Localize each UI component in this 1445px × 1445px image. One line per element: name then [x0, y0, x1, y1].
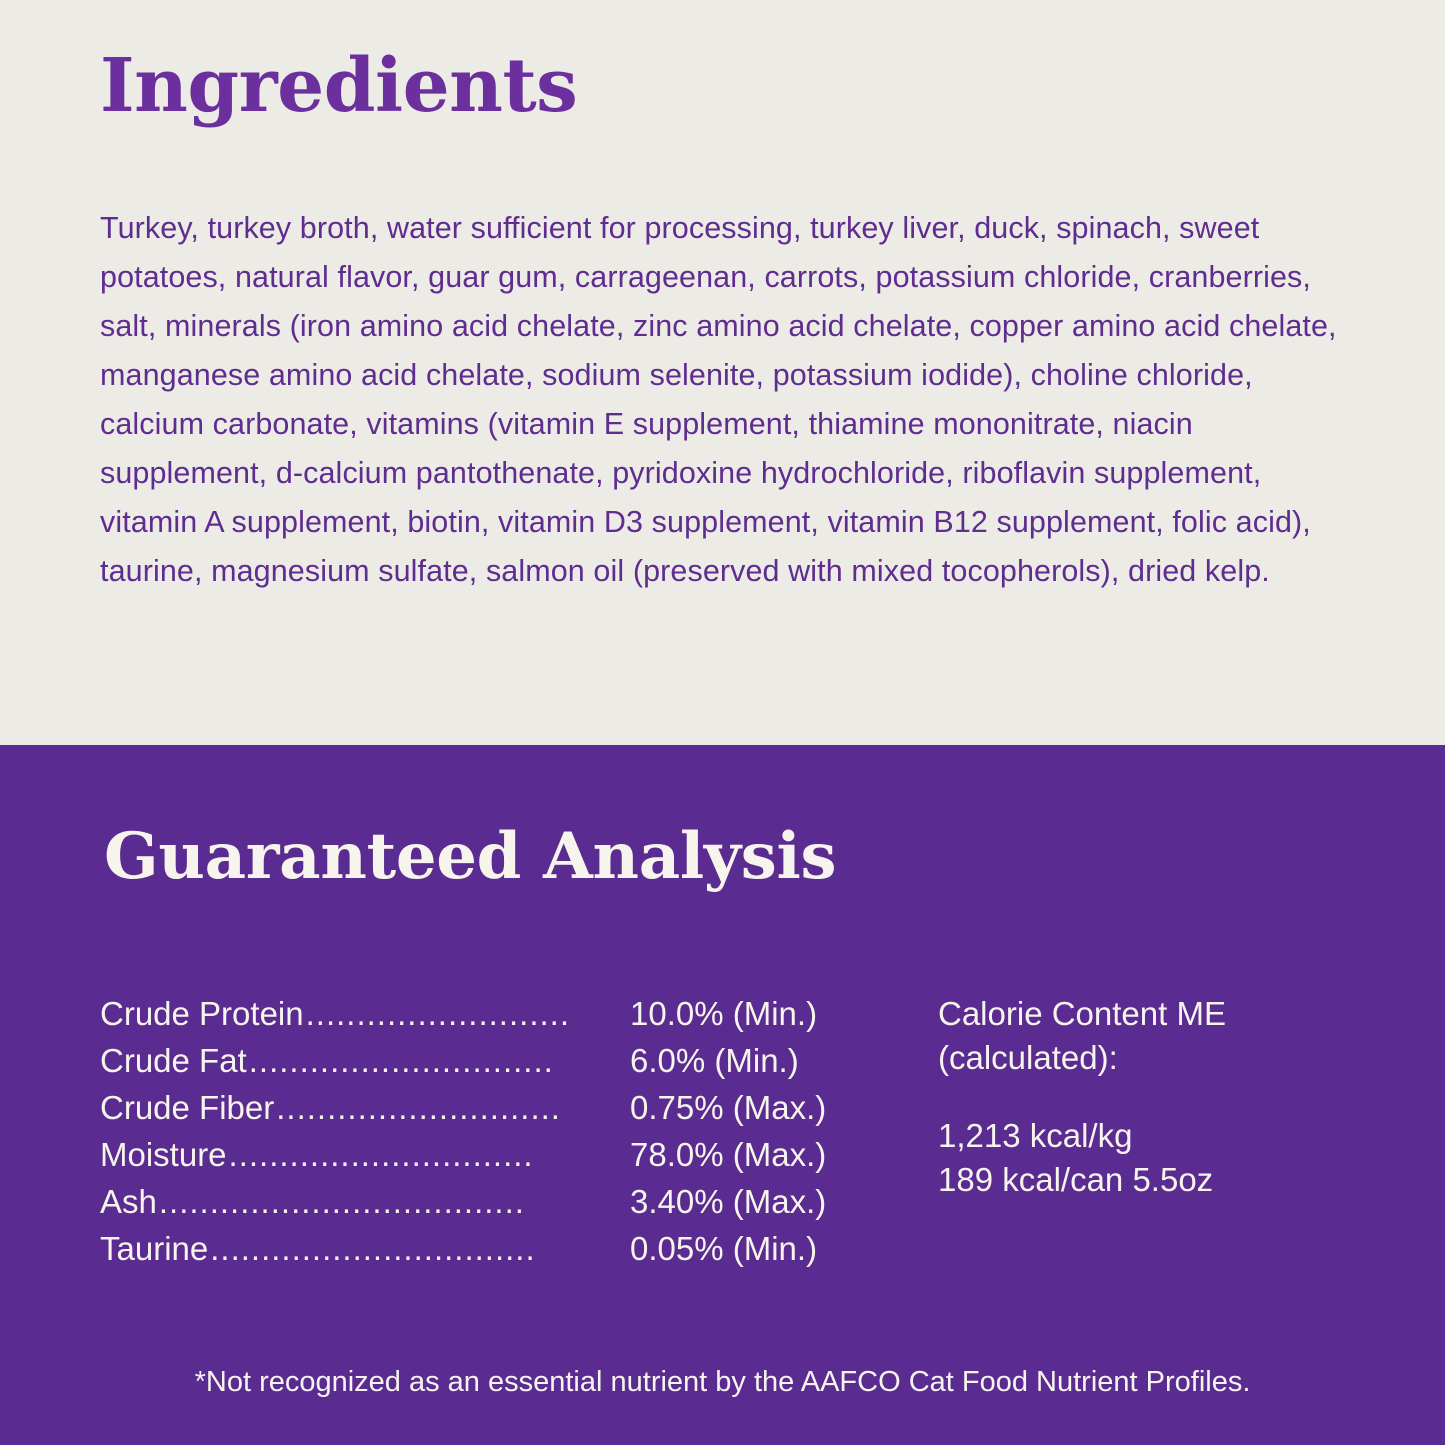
nutrient-value: 0.75% (Max.)	[630, 1089, 827, 1126]
calorie-per-can: 189 kcal/can 5.5oz	[938, 1161, 1214, 1198]
nutrient-value: 10.0% (Min.)	[630, 995, 818, 1032]
nutrient-row	[100, 1225, 890, 1272]
nutrient-value: 3.40% (Max.)	[630, 1183, 827, 1220]
nutrient-list	[100, 990, 890, 1272]
nutrient-row	[100, 1131, 890, 1178]
guaranteed-analysis-columns	[96, 990, 1349, 1272]
guaranteed-analysis-heading: Guaranteed Analysis	[104, 819, 837, 894]
leader-dots: ................................	[210, 1230, 536, 1267]
leader-dots: ..............................	[248, 1042, 554, 1079]
nutrient-row	[100, 1037, 890, 1084]
leader-dots: ............................	[276, 1089, 561, 1126]
calorie-content-heading: Calorie Content ME (calculated):	[938, 995, 1226, 1076]
nutrient-value: 6.0% (Min.)	[630, 1042, 799, 1079]
calorie-content-block	[938, 990, 1349, 1202]
nutrient-label: Crude Fat	[100, 1042, 247, 1079]
guaranteed-analysis-panel	[0, 745, 1445, 1445]
nutrient-value: 0.05% (Min.)	[630, 1230, 818, 1267]
nutrient-label: Moisture	[100, 1136, 227, 1173]
nutrient-label: Taurine	[100, 1230, 209, 1267]
nutrient-value: 78.0% (Max.)	[630, 1136, 827, 1173]
leader-dots: ..............................	[228, 1136, 534, 1173]
nutrient-row	[100, 1178, 890, 1225]
calorie-per-kg: 1,213 kcal/kg	[938, 1117, 1133, 1154]
nutrient-label: Crude Protein	[100, 995, 304, 1032]
leader-dots: ....................................	[158, 1183, 525, 1220]
nutrient-row	[100, 1084, 890, 1131]
nutrient-label: Crude Fiber	[100, 1089, 275, 1126]
leader-dots: ..........................	[305, 995, 570, 1032]
ingredients-text: Turkey, turkey broth, water sufficient for processing, turkey liver, duck, spinach, sweet potatoes, natural flavor, guar gum, carrageenan, carrots, potassium chloride, cranberries, salt, minerals (iron amino acid chelate, zinc amino acid chelate, copper amino acid chelate, manganese amino acid chelate, sodium selenite, potassium iodide), choline chloride, calcium carbonate, vitamins (vitamin E supplement, thiamine mononitrate, niacin supplement, d-calcium pantothenate, pyridoxine hydrochloride, riboflavin supplement, vitamin A supplement, biotin, vitamin D3 supplement, vitamin B12 supplement, folic acid), taurine, magnesium sulfate, salmon oil (preserved with mixed tocopherols), dried kelp.	[100, 210, 1337, 588]
ingredients-heading: Ingredients	[100, 43, 578, 129]
aafco-footnote: *Not recognized as an essential nutrient by the AAFCO Cat Food Nutrient Profiles.	[194, 1366, 1251, 1398]
nutrient-row	[100, 990, 890, 1037]
nutrient-label: Ash	[100, 1183, 157, 1220]
